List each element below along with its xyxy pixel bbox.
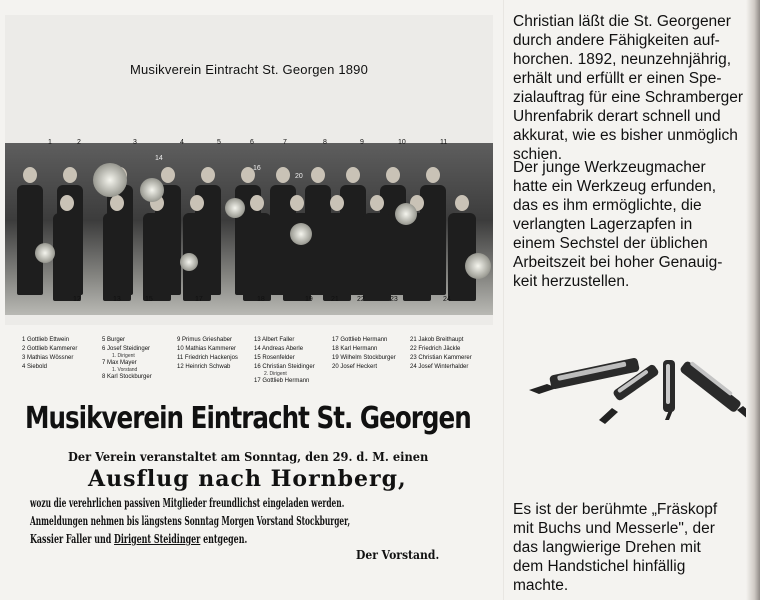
legend-entry: 3 Mathias Wössner xyxy=(22,355,74,361)
photo-number-label: 2 xyxy=(77,139,81,146)
legend-column xyxy=(332,336,412,372)
legend-entry: 9 Primus Grieshaber xyxy=(177,337,233,343)
photo-number-label: 16 xyxy=(253,165,261,172)
photo-number-label: 7 xyxy=(283,139,287,146)
advertisement-line-5-start: Kassier Faller und xyxy=(30,532,115,546)
photo-number-label: 20 xyxy=(295,173,303,180)
advertisement-line-2: Ausflug nach Hornberg, xyxy=(88,466,407,492)
member-legend xyxy=(22,336,502,382)
legend-entry: 17 Gottlieb Hermann xyxy=(332,337,388,343)
advertisement-line-1: Der Verein veranstaltet am Sonntag, den 29. d. M. einen xyxy=(68,450,429,464)
text-paragraph-1: Christian läßt die St. Georgener durch andere Fähigkeiten auf- horchen. 1892, neunzehnjährig, erhält und erfüllt er einen Spe- zialauftrag für eine Schramberger Uhrenfabrik derart schnell und akkurat, wie es bisher unmöglich schien. xyxy=(513,13,744,163)
brass-instrument xyxy=(225,198,245,218)
band-member-head xyxy=(311,167,325,183)
photo-number-label: 12 xyxy=(73,296,81,303)
legend-entry: 24 Josef Winterhalder xyxy=(410,364,469,370)
legend-entry: 7 Max Mayer xyxy=(102,360,137,366)
legend-entry-role: 2. Dirigent xyxy=(264,371,287,377)
legend-entry: 17 Gottlieb Hermann xyxy=(254,378,310,384)
band-member-head xyxy=(276,167,290,183)
band-member-head xyxy=(23,167,37,183)
band-member-figure xyxy=(363,213,391,301)
band-member-head xyxy=(250,195,264,211)
legend-entry: 6 Josef Steidinger xyxy=(102,346,151,352)
historic-photo-block xyxy=(5,15,493,325)
legend-column xyxy=(410,336,490,372)
legend-entry-role: 1. Vorstand xyxy=(112,367,138,373)
legend-entry: 15 Rosenfelder xyxy=(254,355,295,361)
brass-instrument xyxy=(465,253,491,279)
photo-number-label: 9 xyxy=(360,139,364,146)
brass-instrument xyxy=(395,203,417,225)
advertisement-line-5-end: entgegen. xyxy=(200,532,248,546)
right-column xyxy=(505,0,760,600)
photo-number-label: 23 xyxy=(390,296,398,303)
milling-head-tools-photo xyxy=(517,340,757,440)
photo-number-label: 1 xyxy=(48,139,52,146)
legend-column xyxy=(102,336,182,382)
band-member-figure xyxy=(103,213,131,301)
photo-number-label: 15 xyxy=(145,296,153,303)
brass-instrument xyxy=(180,253,198,271)
band-member-figure xyxy=(53,213,81,301)
brass-instrument xyxy=(290,223,312,245)
legend-column xyxy=(22,336,102,372)
band-member-head xyxy=(386,167,400,183)
newspaper-advertisement xyxy=(8,388,503,568)
band-member-head xyxy=(370,195,384,211)
legend-entry: 20 Josef Heckert xyxy=(332,364,378,370)
legend-entry: 12 Heinrich Schwab xyxy=(177,364,231,370)
legend-entry-role: 1. Dirigent xyxy=(112,353,135,359)
legend-column xyxy=(177,336,257,372)
advertisement-line-4: Anmeldungen nehmen bis längstens Sonntag Morgen Vorstand Stockburger, xyxy=(30,514,351,528)
band-photograph xyxy=(5,143,493,315)
band-member-head xyxy=(60,195,74,211)
photo-number-label: 6 xyxy=(250,139,254,146)
advertisement-conductor: Dirigent Steidinger xyxy=(114,532,201,546)
brass-instrument xyxy=(140,178,164,202)
advertisement-line-5 xyxy=(30,532,247,546)
photo-number-label: 10 xyxy=(398,139,406,146)
photo-number-label: 22 xyxy=(357,296,365,303)
page-gutter xyxy=(503,0,504,600)
band-member-head xyxy=(346,167,360,183)
band-member-figure xyxy=(143,213,171,301)
band-member-head xyxy=(455,195,469,211)
advertisement-heading: Musikverein Eintracht St. Georgen xyxy=(25,401,471,436)
band-member-head xyxy=(330,195,344,211)
band-member-head xyxy=(201,167,215,183)
photo-number-label: 4 xyxy=(180,139,184,146)
legend-entry: 4 Siebold xyxy=(22,364,48,370)
photo-number-label: 17 xyxy=(195,296,203,303)
photo-number-label: 24 xyxy=(443,296,451,303)
band-member-head xyxy=(161,167,175,183)
band-member-figure xyxy=(17,185,43,295)
text-paragraph-2: Der junge Werkzeugmacher hatte ein Werkzeug erfunden, das es ihm ermöglichte, die verlangten Lagerzapfen in einem Sechstel der üblichen Arbeitszeit bei hoher Genauig- keit herzustellen. xyxy=(513,159,723,290)
band-member-figure xyxy=(403,213,431,301)
legend-entry: 10 Mathias Kammerer xyxy=(177,346,237,352)
legend-entry: 1 Gottlieb Ettwein xyxy=(22,337,70,343)
page-edge xyxy=(746,0,760,600)
legend-entry: 23 Christian Kammerer xyxy=(410,355,472,361)
legend-entry: 18 Karl Hermann xyxy=(332,346,378,352)
photo-number-label: 3 xyxy=(133,139,137,146)
photo-number-label: 14 xyxy=(155,155,163,162)
legend-entry: 14 Andreas Aberle xyxy=(254,346,304,352)
brass-instrument xyxy=(35,243,55,263)
advertisement-line-3: wozu die verehrlichen passiven Mitglieder freundlichst eingeladen werden. xyxy=(30,496,345,510)
legend-entry: 5 Burger xyxy=(102,337,126,343)
legend-entry: 11 Friedrich Hackenjos xyxy=(177,355,238,361)
legend-entry: 19 Wilhelm Stockburger xyxy=(332,355,396,361)
band-member-figure xyxy=(243,213,271,301)
advertisement-signature: Der Vorstand. xyxy=(356,548,440,562)
photo-number-label: 5 xyxy=(217,139,221,146)
band-member-head xyxy=(190,195,204,211)
photo-number-label: 19 xyxy=(305,296,313,303)
band-member-head xyxy=(110,195,124,211)
band-member-figure xyxy=(323,213,351,301)
photo-number-label: 18 xyxy=(257,296,265,303)
legend-entry: 21 Jakob Breithaupt xyxy=(410,337,464,343)
legend-entry: 8 Karl Stockburger xyxy=(102,374,152,380)
photo-number-label: 13 xyxy=(113,296,121,303)
photo-number-label: 8 xyxy=(323,139,327,146)
photo-number-label: 11 xyxy=(440,139,448,146)
tool-4 xyxy=(679,360,755,420)
brass-instrument xyxy=(93,163,127,197)
legend-entry: 22 Friedrich Jäckle xyxy=(410,346,461,352)
legend-entry: 13 Albert Faller xyxy=(254,337,295,343)
legend-entry: 16 Christian Steidinger xyxy=(254,364,315,370)
photo-number-label: 21 xyxy=(331,296,339,303)
tool-3 xyxy=(663,360,675,420)
text-paragraph-3: Es ist der berühmte „Fräskopf mit Buchs und Messerle", der das langwierige Drehen mit dem Handstichel hinfällig machte. xyxy=(513,501,718,594)
legend-entry: 2 Gottlieb Kammerer xyxy=(22,346,78,352)
photo-title: Musikverein Eintracht St. Georgen 1890 xyxy=(129,62,369,77)
band-member-head xyxy=(290,195,304,211)
band-member-head xyxy=(426,167,440,183)
legend-column xyxy=(254,336,334,386)
band-member-head xyxy=(63,167,77,183)
